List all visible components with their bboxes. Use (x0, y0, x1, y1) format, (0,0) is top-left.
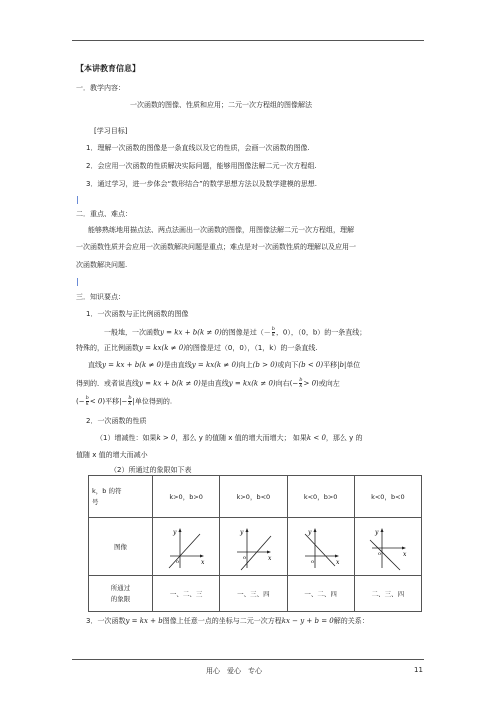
svg-text:x: x (268, 554, 272, 562)
goal-item: 2．会应用一次函数的性质解决实际问题，能够用图像法解二元一次方程组. (86, 162, 317, 170)
graph-k-pos-b-neg (223, 522, 283, 572)
page-number: 11 (414, 666, 423, 674)
svg-text:o: o (310, 558, 314, 565)
svg-text:o: o (377, 550, 381, 557)
p1-line3: 直线y = kx + b(k ≠ 0)是由直线y = kx(k ≠ 0)向上(b > 0)或向下(b < 0)平移|b|单位 (88, 361, 361, 369)
quadrant-table (88, 475, 422, 612)
svg-text:x: x (201, 558, 205, 566)
fraction-b-over-k: $\frac{b}{k}$ (271, 326, 275, 338)
p2-line1: （1）增减性：如果k > 0，那么 y 的值随 x 值的增大而增大； 如果k < 0，那么 y 的 (96, 434, 363, 442)
svg-text:o: o (176, 558, 180, 565)
table-cell: k<0，b>0 (287, 476, 354, 518)
text-cursor (77, 278, 78, 286)
section-title: 【本讲教育信息】 (76, 64, 140, 73)
goals-heading: [学习目标] (94, 127, 128, 135)
keypoints-line: 次函数解决问题. (76, 261, 128, 269)
table-cell: k<0，b<0 (354, 476, 421, 518)
header-rule (72, 40, 424, 41)
p1-line5: (− $\frac{b}{k}$ < 0)平移|− $\frac{b}{k}$ |单位得到的. (76, 395, 173, 407)
table-row (89, 576, 422, 612)
p1-line1: 一般地，一次函数y = kx + b(k ≠ 0)的图像是过（－ $\frac{b}{k}$ ，0），（0，b）的一条直线； (104, 326, 367, 338)
svg-text:y: y (173, 528, 177, 536)
goal-item: 3．通过学习，进一步体会“数形结合”的数学思想方法以及数学建模的思想. (86, 180, 317, 188)
graph-k-neg-b-pos (291, 522, 351, 572)
graph-cell (354, 518, 421, 576)
table-row (89, 476, 422, 518)
fraction-b-over-k: $\frac{b}{k}$ (85, 395, 89, 407)
table-cell: k>0，b<0 (220, 476, 287, 518)
svg-text:y: y (374, 528, 379, 536)
table-row-header: k，b 的符 号 (89, 476, 153, 518)
footer-rule (72, 659, 424, 660)
svg-text:x: x (402, 550, 407, 558)
svg-text:y: y (240, 528, 244, 536)
graph-k-pos-b-pos (156, 522, 216, 572)
svg-text:y: y (307, 528, 312, 536)
table-cell: k>0，b>0 (153, 476, 220, 518)
fraction-b-over-k: $\frac{b}{k}$ (299, 377, 303, 389)
fraction-b-over-k: $\frac{b}{k}$ (128, 395, 132, 407)
keypoints-heading: 二．重点、难点： (76, 210, 132, 218)
item1-label: 一．教学内容： (76, 84, 125, 92)
p2-line2: 值随 x 值的增大而减小 (76, 451, 148, 459)
graph-cell (287, 518, 354, 576)
footer-motto: 用心 爱心 专心 (206, 667, 262, 675)
p2-heading: 2．一次函数的性质 (86, 417, 147, 425)
table-cell: 一、三、四 (220, 576, 287, 612)
knowledge-heading: 三．知识要点： (76, 293, 125, 301)
keypoints-line: 一次函数性质并会应用一次函数解决问题是重点；难点是对一次函数性质的理解以及应用一 (76, 243, 356, 251)
table-cell: 二、三、四 (354, 576, 421, 612)
table-cell: 一、二、四 (287, 576, 354, 612)
table-cell: 一、二、三 (153, 576, 220, 612)
svg-text:o: o (243, 554, 247, 561)
item1-text: 一次函数的图像、性质和应用；二元一次方程组的图像解法 (130, 101, 312, 109)
table-row-header: 所通过 的象限 (89, 576, 153, 612)
p2-line3: （2）所通过的象限如下表 (110, 466, 192, 474)
keypoints-line: 能够熟练地用描点法、两点法画出一次函数的图像，用图像法解二元一次方程组，理解 (88, 226, 354, 234)
svg-text:x: x (335, 558, 340, 566)
p1-line2: 特殊的，正比例函数y = kx(k ≠ 0)的图像是过（0，0），（1，k）的一条直线. (76, 344, 318, 352)
table-row-header: 图像 (89, 518, 153, 576)
graph-cell (220, 518, 287, 576)
p3-line: 3．一次函数y = kx + b图像上任意一点的坐标与二元一次方程kx − y + b = 0解的关系： (86, 617, 369, 625)
text-cursor (77, 196, 78, 204)
graph-k-neg-b-neg (358, 522, 418, 572)
goal-item: 1．理解一次函数的图像是一条直线以及它的性质，会画一次函数的图像. (86, 144, 310, 152)
table-row (89, 518, 422, 576)
p1-line4: 得到的．或者说直线y = kx + b(k ≠ 0)是由直线y = kx(k ≠ 0)向右(− $\frac{b}{k}$ > 0)或向左 (76, 377, 340, 389)
graph-cell (153, 518, 220, 576)
p1-heading: 1．一次函数与正比例函数的图像 (86, 310, 189, 318)
